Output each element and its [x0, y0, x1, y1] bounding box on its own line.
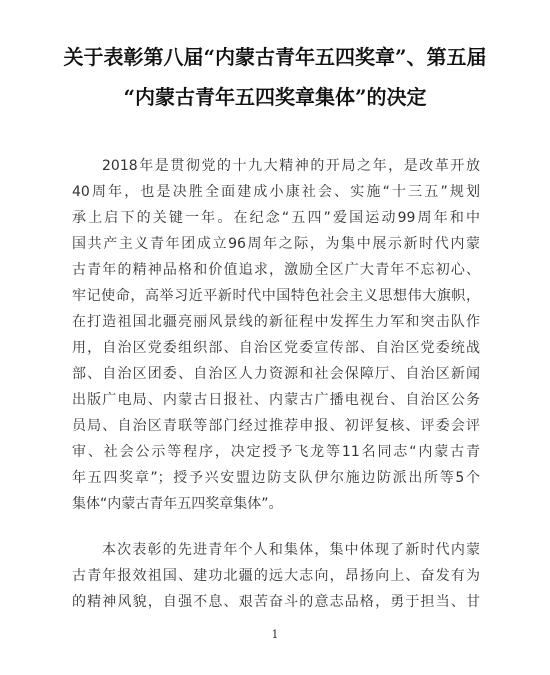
paragraph-1 — [72, 153, 480, 517]
paragraph-line: 审、社会公示等程序，决定授予飞龙等11名同志“内蒙古青 — [72, 444, 480, 460]
paragraph-line: 本次表彰的先进青年个人和集体，集中体现了新时代内蒙 — [102, 542, 480, 558]
paragraph-line: 国共产主义青年团成立96周年之际，为集中展示新时代内蒙 — [72, 236, 480, 252]
page-number: 1 — [271, 628, 279, 641]
paragraph-line: 古青年的精神品格和价值追求，激励全区广大青年不忘初心、 — [72, 262, 480, 278]
paragraph-line: 用，自治区党委组织部、自治区党委宣传部、自治区党委统战 — [72, 340, 480, 356]
paragraph-line: 40周年，也是决胜全面建成小康社会、实施“十三五”规划 — [72, 184, 480, 200]
paragraph-line: 集体“内蒙古青年五四奖章集体”。 — [72, 496, 283, 512]
paragraph-line: 古青年报效祖国、建功北疆的远大志向，昂扬向上、奋发有为 — [72, 568, 480, 584]
paragraph-line: 的精神风貌，自强不息、艰苦奋斗的意志品格，勇于担当、甘 — [72, 594, 480, 610]
paragraph-line: 部、自治区团委、自治区人力资源和社会保障厅、自治区新闻 — [72, 366, 480, 382]
paragraph-2 — [72, 537, 480, 615]
paragraph-line: 员局、自治区青联等部门经过推荐申报、初评复核、评委会评 — [72, 418, 480, 434]
paragraph-line: 2018年是贯彻党的十九大精神的开局之年，是改革开放 — [102, 158, 480, 174]
document-title-line-1: 关于表彰第八届“内蒙古青年五四奖章”、第五届 — [63, 45, 487, 69]
paragraph-line: 在打造祖国北疆亮丽风景线的新征程中发挥生力军和突击队作 — [72, 314, 480, 330]
document-title-line-2: “内蒙古青年五四奖章集体”的决定 — [123, 85, 427, 109]
paragraph-line: 出版广电局、内蒙古日报社、内蒙古广播电视台、自治区公务 — [72, 392, 480, 408]
paragraph-line: 承上启下的关键一年。在纪念“五四”爱国运动99周年和中 — [72, 210, 480, 226]
paragraph-line: 牢记使命，高举习近平新时代中国特色社会主义思想伟大旗帜， — [72, 288, 480, 304]
paragraph-line: 年五四奖章”；授予兴安盟边防支队伊尔施边防派出所等5个 — [72, 470, 480, 486]
